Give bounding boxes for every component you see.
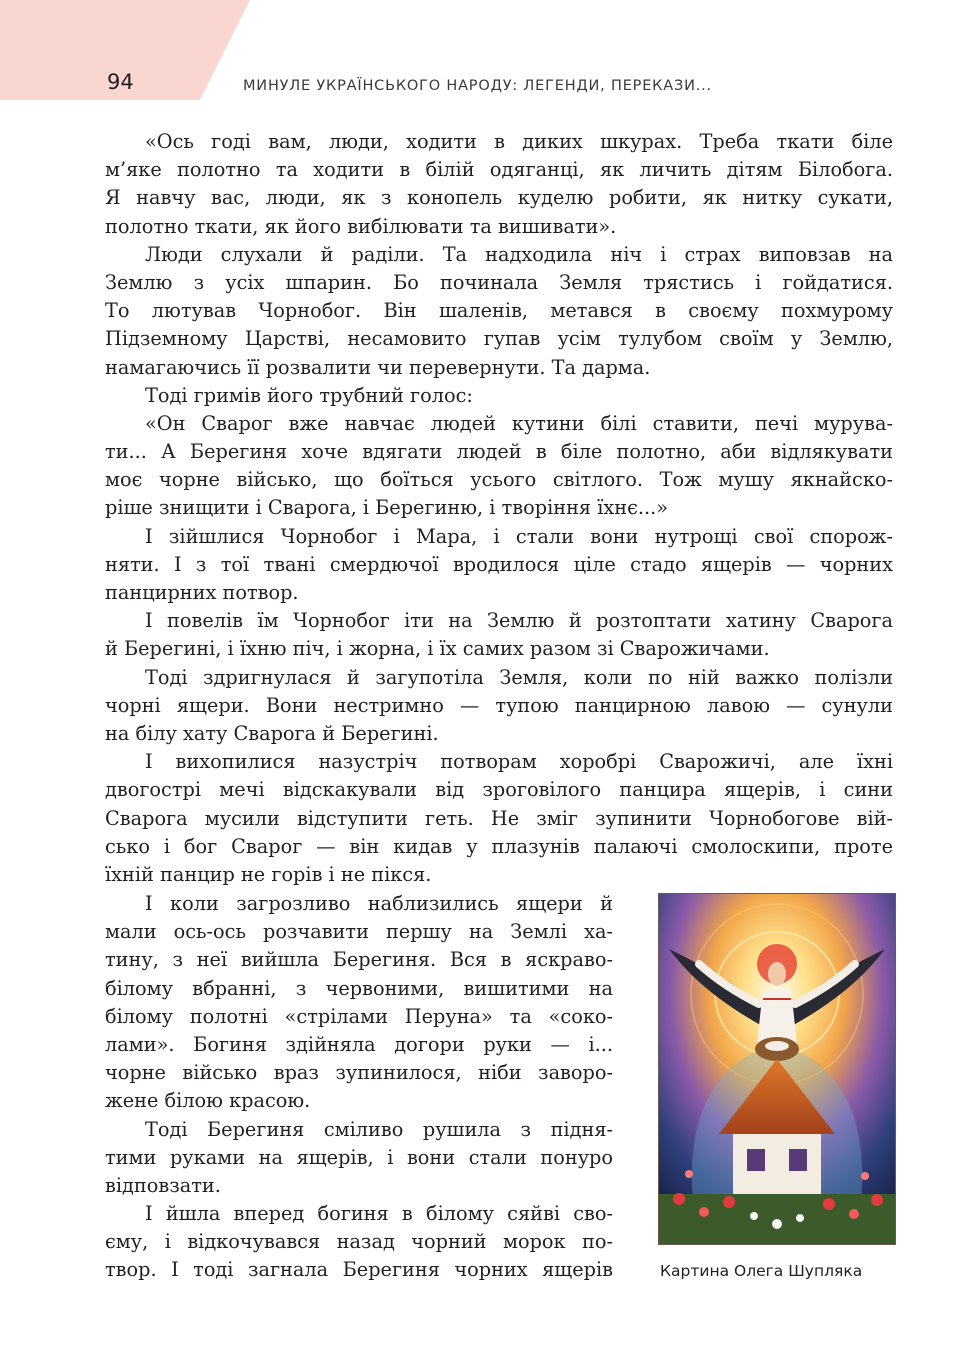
page-number: 94: [107, 70, 134, 94]
text-line: «Ось годі вам, люди, ходити в диких шкурах. Треба ткати біле: [145, 130, 893, 153]
text-line: Землю з усіх шпарин. Бо починала Земля трястись і гойдатися.: [105, 270, 893, 294]
text-line: Сварога мусили відступити геть. Не зміг зупинити Чорнобогове вій-: [105, 806, 893, 830]
text-line: м’яке полотно та ходити в білій одяганці, як личить дітям Білобога.: [105, 158, 893, 182]
text-line: Підземному Царстві, несамовито гупав усім тулубом своїм у Землю,: [105, 327, 893, 351]
text-line: полотно ткати, як його вибілювати та вишивати».: [105, 214, 617, 238]
text-line: чорні ящери. Вони нестримно — тупою панцирною лавою — сунули: [105, 693, 893, 717]
text-line: І зійшлися Чорнобог і Мара, і стали вони нутрощі свої спорож-: [145, 524, 893, 548]
text-line: «Он Сварог вже навчає людей кутини білі ставити, печі мурува-: [145, 411, 893, 435]
text-line: І коли загрозливо наблизились ящери й: [145, 892, 613, 915]
text-line: І повелів їм Чорнобог іти на Землю й розтоптати хатину Сварога: [145, 609, 893, 633]
text-line: Тоді Берегиня сміливо рушила з підня-: [145, 1117, 613, 1141]
text-line: тину, з неї вийшла Берегиня. Вся в яскраво-: [105, 948, 613, 972]
text-line: й Берегині, і їхню піч, і жорна, і їх самих разом зі Сварожичами.: [105, 637, 770, 661]
text-line: чорне військо враз зупинилося, ніби заворо-: [105, 1061, 613, 1085]
body-text: [105, 128, 893, 889]
text-line: Люди слухали й раділи. Та надходила ніч і страх виповзав на: [145, 242, 893, 266]
text-line: сько і бог Сварог — він кидав у плазунів палаючі смолоскипи, проте: [105, 834, 893, 858]
text-line: моє чорне військо, що боїться усього світлого. Тож мушу якнайско-: [105, 468, 893, 492]
text-line: няти. І з тої твані смердючої вродилося ціле стадо ящерів — чорних: [105, 552, 893, 576]
text-line: То лютував Чорнобог. Він шаленів, метався в своєму похмурому: [105, 299, 893, 323]
text-line: тими руками на ящерів, і вони стали понуро: [105, 1145, 613, 1169]
text-line: Тоді здригнулася й загупотіла Земля, коли по ній важко полізли: [145, 665, 893, 689]
text-line: панцирних потвор.: [105, 581, 299, 604]
text-line: ти... А Берегиня хоче вдягати людей в біле полотно, аби відлякувати: [105, 440, 893, 464]
text-line: жене білою красою.: [105, 1089, 311, 1113]
text-line: білому полотні «стрілами Перуна» та «соко-: [105, 1004, 613, 1028]
running-title: МИНУЛЕ УКРАЇНСЬКОГО НАРОДУ: ЛЕГЕНДИ, ПЕРЕКАЗИ...: [243, 78, 712, 94]
text-line: ріше знищити і Сварога, і Берегиню, і творіння їхнє...»: [105, 496, 669, 520]
text-line: І йшла вперед богиня в білому сяйві сво-: [145, 1202, 613, 1226]
text-line: І вихопилися назустріч потворам хоробрі Сварожичі, але їхні: [145, 750, 893, 774]
text-line: мали ось-ось розчавити першу на Землі ха-: [105, 920, 613, 944]
text-line: намагаючись її розвалити чи перевернути. Та дарма.: [105, 355, 651, 379]
text-line: твор. І тоді загнала Берегиня чорних ящерів: [105, 1258, 613, 1282]
text-line: відповзати.: [105, 1173, 221, 1197]
text-line: лами». Богиня здійняла догори руки — і...: [105, 1032, 613, 1056]
text-line: єму, і відкочувався назад чорний морок по-: [105, 1230, 613, 1254]
text-line: на білу хату Сварога й Берегині.: [105, 721, 439, 745]
text-line: їхній панцир не горів і не пікся.: [105, 862, 432, 886]
text-line: двогострі мечі відскакували від зроговілого панцира ящерів, і сини: [105, 778, 893, 802]
text-line: Я навчу вас, люди, як з конопель куделю робити, як нитку сукати,: [105, 186, 893, 210]
wrapped-text: [105, 890, 613, 1285]
figure-caption: Картина Олега Шупляка: [660, 1262, 863, 1280]
text-line: білому вбранні, з червоними, вишитими на: [105, 976, 613, 1000]
painting-illustration: [658, 893, 896, 1245]
text-line: Тоді гримів його трубний голос:: [145, 383, 473, 407]
